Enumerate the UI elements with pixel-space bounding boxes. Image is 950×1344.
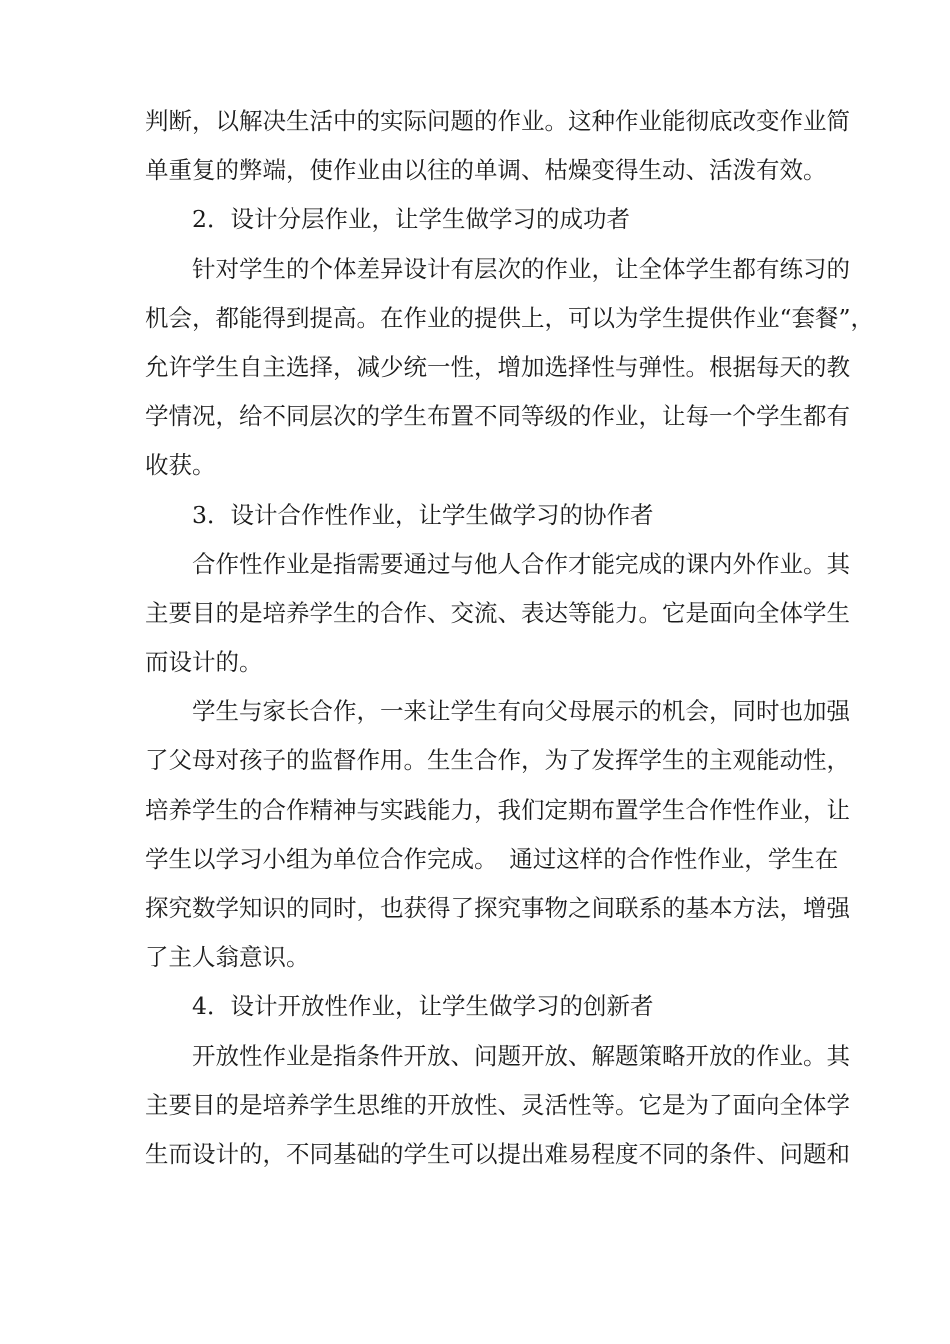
text-line: 主要目的是培养学生思维的开放性、灵活性等。它是为了面向全体学 bbox=[145, 1090, 850, 1119]
text-line: 了主人翁意识。 bbox=[145, 943, 310, 972]
text-line: 而设计的。 bbox=[145, 648, 263, 677]
text-line: 学生以学习小组为单位合作完成。 通过这样的合作性作业，学生在 bbox=[145, 844, 839, 873]
section-heading: 4．设计开放性作业，让学生做学习的创新者 bbox=[192, 992, 654, 1021]
text-line: 收获。 bbox=[145, 451, 216, 480]
document-body bbox=[145, 97, 875, 1179]
text-line: 主要目的是培养学生的合作、交流、表达等能力。它是面向全体学生 bbox=[145, 598, 850, 627]
section-heading: 2．设计分层作业，让学生做学习的成功者 bbox=[192, 205, 630, 234]
text-line: 生而设计的，不同基础的学生可以提出难易程度不同的条件、问题和 bbox=[145, 1139, 850, 1168]
text-line: 合作性作业是指需要通过与他人合作才能完成的课内外作业。其 bbox=[192, 549, 850, 578]
section-heading: 3．设计合作性作业，让学生做学习的协作者 bbox=[192, 500, 654, 529]
text-line: 学生与家长合作，一来让学生有向父母展示的机会，同时也加强 bbox=[192, 697, 850, 726]
text-line: 培养学生的合作精神与实践能力，我们定期布置学生合作性作业，让 bbox=[145, 795, 850, 824]
text-line: 了父母对孩子的监督作用。生生合作，为了发挥学生的主观能动性， bbox=[145, 746, 850, 775]
text-line: 允许学生自主选择，减少统一性，增加选择性与弹性。根据每天的教 bbox=[145, 352, 850, 381]
text-line: 学情况，给不同层次的学生布置不同等级的作业，让每一个学生都有 bbox=[145, 402, 850, 431]
text-line: 探究数学知识的同时，也获得了探究事物之间联系的基本方法，增强 bbox=[145, 894, 850, 922]
text-line: 针对学生的个体差异设计有层次的作业，让全体学生都有练习的 bbox=[192, 254, 850, 283]
text-line: 开放性作业是指条件开放、问题开放、解题策略开放的作业。其 bbox=[192, 1041, 850, 1070]
text-line: 单重复的弊端，使作业由以往的单调、枯燥变得生动、活泼有效。 bbox=[145, 156, 827, 185]
text-line: 机会，都能得到提高。在作业的提供上，可以为学生提供作业“套餐”， bbox=[145, 303, 875, 332]
text-line: 判断，以解决生活中的实际问题的作业。这种作业能彻底改变作业简 bbox=[145, 107, 850, 135]
